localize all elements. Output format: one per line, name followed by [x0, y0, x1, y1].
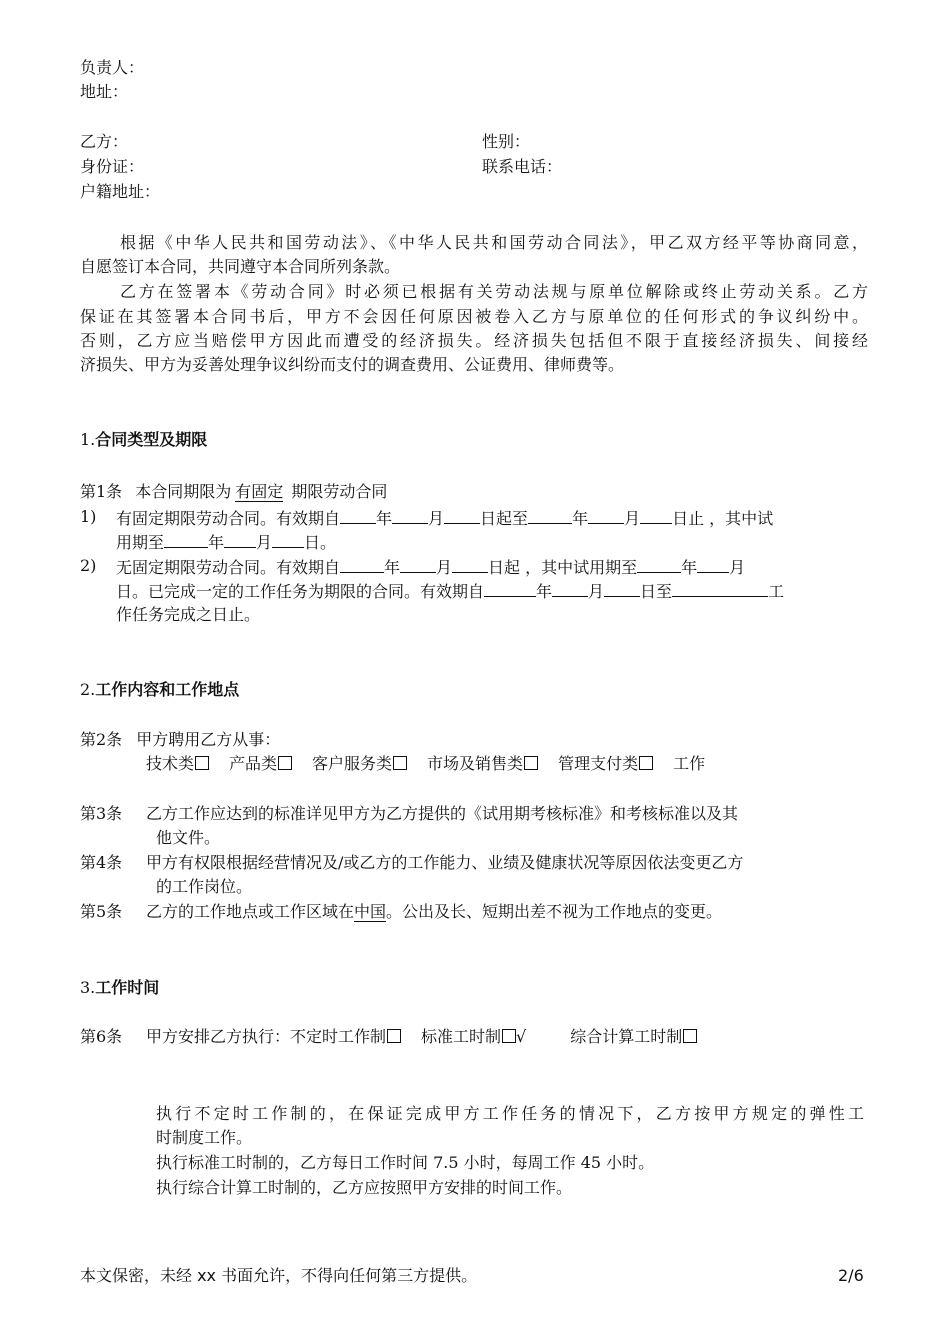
intro-p2-line2: 保证在其签署本合同书后，甲方不会因任何原因被卷入乙方与原单位的任何形式的争议纠纷中。: [80, 307, 868, 326]
section-1-heading: [80, 428, 207, 452]
article-4-line2: 的工作岗位。: [156, 877, 253, 896]
article-5-pre: 乙方的工作地点或工作区域在: [146, 902, 355, 921]
article-6-text: 甲方安排乙方执行：: [146, 1027, 291, 1046]
fixed-start-year-blank[interactable]: [340, 505, 376, 524]
intro-p2-line1: 乙方在签署本《劳动合同》时必须已根据有关劳动法规与原单位解除或终止劳动关系。乙方: [120, 282, 868, 301]
page-number: 2/6: [838, 1266, 864, 1285]
item-1-number: 1): [80, 507, 97, 526]
article-5-text: [146, 900, 722, 924]
section-2-heading: [80, 678, 239, 702]
section-2-number: 2.: [80, 680, 96, 699]
section-2-title: 工作内容和工作地点: [95, 680, 240, 699]
section-3-heading: [80, 976, 159, 1000]
article-3-line2: 他文件。: [156, 828, 221, 847]
item-1-text-g: 日止 ，其中试: [672, 509, 774, 528]
item-1-text-d: 日起至: [480, 509, 529, 528]
item-1-text-c: 月: [428, 509, 445, 528]
item-1-text-j: 月: [256, 533, 273, 552]
work-location-value[interactable]: 中国: [354, 902, 387, 921]
fixed-end-year-blank[interactable]: [528, 505, 572, 524]
task-start-month-blank[interactable]: [552, 578, 588, 597]
opt-service-label: 客户服务类: [312, 754, 393, 773]
open-probation-month-blank[interactable]: [697, 554, 729, 573]
section-1-title: 合同类型及期限: [95, 430, 208, 449]
standard-desc: 执行标准工时制的，乙方每日工作时间 7.5 小时，每周工作 45 小时。: [156, 1153, 655, 1172]
party-b-label: 乙方：: [80, 132, 129, 151]
item-2-line3: 作任务完成之日止。: [116, 605, 261, 624]
section-3-number: 3.: [80, 978, 96, 997]
article-3-line1: 乙方工作应达到的标准详见甲方为乙方提供的《试用期考核标准》和考核标准以及其: [146, 804, 739, 823]
open-start-year-blank[interactable]: [340, 554, 384, 573]
contract-type-value[interactable]: 有固定: [235, 482, 284, 501]
opt-standard-checkmark: √: [516, 1027, 527, 1046]
opt-tech-checkbox[interactable]: [195, 756, 209, 770]
item-1-text-f: 月: [624, 509, 641, 528]
opt-flexible-checkbox[interactable]: [387, 1029, 401, 1043]
article-6-options: [146, 1025, 697, 1049]
item-1-text-a: 有固定期限劳动合同。有效期自: [116, 509, 341, 528]
article-2-text: 甲方聘用乙方从事：: [136, 730, 281, 749]
item-1-line2: [116, 529, 336, 555]
gender-label: 性别：: [482, 132, 531, 151]
address-label: 地址：: [80, 82, 129, 101]
item-2-text-a: 无固定期限劳动合同。有效期自: [116, 558, 341, 577]
opt-standard-label: 标准工时制: [421, 1027, 502, 1046]
job-type-options: [146, 752, 705, 776]
article-1: [80, 480, 387, 504]
opt-tech-label: 技术类: [146, 754, 195, 773]
article-1-post: 期限劳动合同: [291, 482, 388, 501]
item-2-text-d: 日起 ，其中试用期至: [488, 558, 638, 577]
item-2-text-h: 年: [536, 582, 553, 601]
id-card-label: 身份证：: [80, 157, 145, 176]
section-1-number: 1.: [80, 430, 96, 449]
item-2-line2: [116, 578, 784, 604]
intro-p1-line1: 根据《中华人民共和国劳动法》、《中华人民共和国劳动合同法》，甲乙双方经平等协商同意，: [120, 233, 868, 252]
opt-service-checkbox[interactable]: [393, 756, 407, 770]
item-1-line1: [116, 505, 773, 531]
item-1-text-h: 用期至: [116, 533, 165, 552]
article-1-label: 第1条: [80, 482, 123, 501]
item-2-number: 2): [80, 556, 97, 575]
item-2-text-g: 日。已完成一定的工作任务为期限的合同。有效期自: [116, 582, 485, 601]
opt-product-label: 产品类: [229, 754, 278, 773]
item-1-text-e: 年: [572, 509, 589, 528]
fixed-start-day-blank[interactable]: [444, 505, 480, 524]
item-2-line1: [116, 554, 745, 580]
article-3-label: 第3条: [80, 804, 123, 823]
confidential-notice: 本文保密，未经 xx 书面允许，不得向任何第三方提供。: [80, 1266, 478, 1285]
task-end-blank[interactable]: [672, 578, 768, 597]
phone-label: 联系电话：: [482, 157, 563, 176]
task-start-day-blank[interactable]: [604, 578, 640, 597]
article-2-label: 第2条: [80, 730, 123, 749]
item-2-text-i: 月: [588, 582, 605, 601]
item-2-text-e: 年: [681, 558, 698, 577]
item-2-text-c: 月: [436, 558, 453, 577]
flexible-desc-line2: 时制度工作。: [156, 1128, 253, 1147]
article-5-label: 第5条: [80, 902, 123, 921]
article-2: [80, 728, 280, 752]
opt-flexible-label: 不定时工作制: [290, 1027, 387, 1046]
open-start-month-blank[interactable]: [400, 554, 436, 573]
task-start-year-blank[interactable]: [484, 578, 536, 597]
item-1-text-i: 年: [208, 533, 225, 552]
opt-work-label: 工作: [673, 754, 706, 773]
open-probation-year-blank[interactable]: [637, 554, 681, 573]
fixed-end-month-blank[interactable]: [588, 505, 624, 524]
opt-standard-checkbox[interactable]: [502, 1029, 516, 1043]
item-1-text-b: 年: [376, 509, 393, 528]
item-2-text-f: 月: [729, 558, 746, 577]
flexible-desc-line1: 执行不定时工作制的，在保证完成甲方工作任务的情况下，乙方按甲方规定的弹性工: [156, 1104, 864, 1123]
article-4-label: 第4条: [80, 853, 123, 872]
article-6-label: 第6条: [80, 1027, 123, 1046]
intro-p2-line4: 济损失、甲方为妥善处理争议纠纷而支付的调查费用、公证费用、律师费等。: [80, 355, 625, 374]
item-1-text-k: 日。: [304, 533, 337, 552]
article-4-line1: 甲方有权限根据经营情况及/或乙方的工作能力、业绩及健康状况等原因依法变更乙方: [146, 853, 744, 872]
opt-comprehensive-label: 综合计算工时制: [570, 1027, 683, 1046]
opt-product-checkbox[interactable]: [278, 756, 292, 770]
opt-comprehensive-checkbox[interactable]: [683, 1029, 697, 1043]
item-2-text-b: 年: [384, 558, 401, 577]
opt-market-checkbox[interactable]: [524, 756, 538, 770]
opt-market-label: 市场及销售类: [427, 754, 524, 773]
fixed-end-day-blank[interactable]: [640, 505, 672, 524]
item-2-text-k: 工: [768, 582, 785, 601]
fixed-probation-day-blank[interactable]: [272, 529, 304, 548]
comprehensive-desc: 执行综合计算工时制的，乙方应按照甲方安排的时间工作。: [156, 1178, 573, 1197]
fixed-probation-month-blank[interactable]: [224, 529, 256, 548]
item-2-text-j: 日至: [640, 582, 673, 601]
section-3-title: 工作时间: [95, 978, 160, 997]
intro-p2-line3: 否则，乙方应当赔偿甲方因此而遭受的经济损失。经济损失包括但不限于直接经济损失、间接经: [80, 331, 868, 350]
fixed-probation-year-blank[interactable]: [164, 529, 208, 548]
article-1-pre: 本合同期限为: [135, 482, 232, 501]
article-5-post: 。公出及长、短期出差不视为工作地点的变更。: [386, 902, 723, 921]
intro-p1-line2: 自愿签订本合同，共同遵守本合同所列条款。: [80, 257, 401, 276]
responsible-label: 负责人：: [80, 58, 145, 77]
fixed-start-month-blank[interactable]: [392, 505, 428, 524]
household-address-label: 户籍地址：: [80, 182, 161, 201]
opt-manage-checkbox[interactable]: [639, 756, 653, 770]
opt-manage-label: 管理支付类: [558, 754, 639, 773]
open-start-day-blank[interactable]: [452, 554, 488, 573]
